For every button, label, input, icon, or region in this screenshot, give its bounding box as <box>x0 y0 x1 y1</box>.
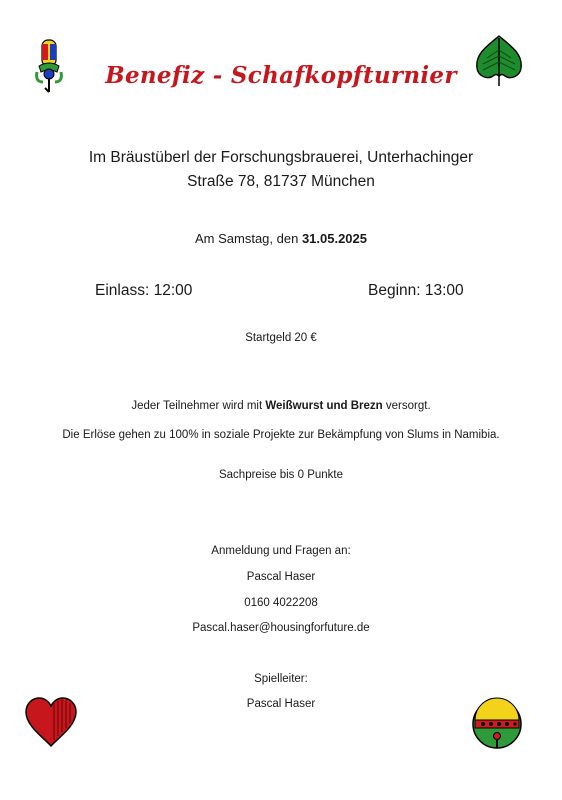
proceeds-note: Die Erlöse gehen zu 100% in soziale Projekte zur Bekämpfung von Slums in Namibia. <box>62 429 500 441</box>
address-line-2: Straße 78, 81737 München <box>187 173 375 190</box>
bell-schellen-icon <box>471 696 523 752</box>
catering-note <box>0 400 562 412</box>
catering-bold: Weißwurst und Brezn <box>265 400 383 412</box>
page-title: Benefiz - Schafkopfturnier <box>105 62 457 89</box>
entry-fee: Startgeld 20 € <box>245 332 317 344</box>
event-date <box>0 231 562 246</box>
catering-prefix: Jeder Teilnehmer wird mit <box>131 400 266 412</box>
entry-time: Einlass: 12:00 <box>95 282 193 299</box>
address-line-1: Im Bräustüberl der Forschungsbrauerei, Unterhachinger <box>88 149 474 166</box>
date-value: 31.05.2025 <box>301 231 368 246</box>
venue-address <box>0 146 562 194</box>
date-prefix: Am Samstag, den <box>194 231 302 246</box>
catering-suffix: versorgt. <box>382 400 431 412</box>
contact-phone: 0160 4022208 <box>244 597 318 609</box>
prizes-note: Sachpreise bis 0 Punkte <box>218 469 344 481</box>
heart-herz-icon <box>24 696 78 748</box>
contact-heading: Anmeldung und Fragen an: <box>211 545 351 557</box>
contact-email: Pascal.haser@housingforfuture.de <box>192 622 370 634</box>
start-time: Beginn: 13:00 <box>368 282 464 299</box>
contact-name: Pascal Haser <box>246 571 316 583</box>
game-master-heading: Spielleiter: <box>254 673 308 685</box>
game-master-name: Pascal Haser <box>246 698 316 710</box>
